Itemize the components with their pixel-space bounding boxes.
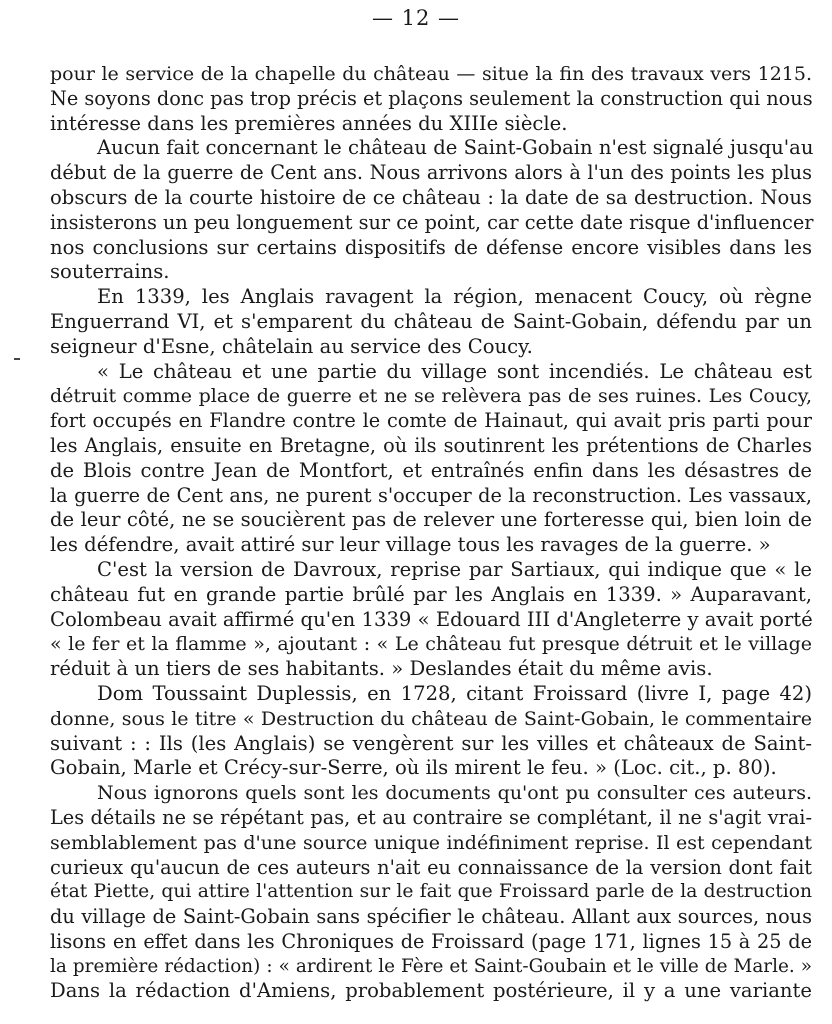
- text-line: suivant : : Ils (les Anglais) se vengèrent sur les villes et châteaux de Saint-: [50, 731, 812, 755]
- text-line: réduit à un tiers de ses habitants. » Deslandes était du même avis.: [50, 657, 713, 681]
- text-line: C'est la version de Davroux, reprise par Sartiaux, qui indique que « le: [97, 557, 812, 581]
- text-line: pour le service de la chapelle du château — situe la fin des travaux vers 1215.: [50, 63, 812, 85]
- text-line: Dans la rédaction d'Amiens, probablement postérieure, il y a une variante: [50, 979, 812, 1003]
- text-line: En 1339, les Anglais ravagent la région, menacent Coucy, où règne: [97, 285, 812, 309]
- body-text: [50, 62, 812, 1004]
- text-line: du village de Saint-Gobain sans spécifier le château. Allant aux sources, nous: [50, 905, 812, 929]
- text-line: Ne soyons donc pas trop précis et plaçons seulement la construction qui nous: [50, 86, 813, 110]
- text-line: Les détails ne se répétant pas, et au contraire se complétant, il ne s'agit vrai-: [50, 805, 812, 829]
- text-line: la guerre de Cent ans, ne purent s'occuper de la reconstruction. Les vassaux,: [50, 483, 812, 507]
- text-line: début de la guerre de Cent ans. Nous arrivons alors à l'un des points les plus: [50, 161, 812, 185]
- margin-mark: [14, 358, 20, 360]
- text-line: obscurs de la courte histoire de ce château : la date de sa destruction. Nous: [50, 185, 812, 209]
- text-line: les Anglais, ensuite en Bretagne, où ils soutinrent les prétentions de Charles: [50, 433, 812, 457]
- text-line: détruit comme place de guerre et ne se relèvera pas de ses ruines. Les Coucy,: [50, 385, 812, 408]
- page-number: — 12 —: [371, 6, 461, 30]
- text-line: les défendre, avait attiré sur leur village tous les ravages de la guerre. »: [50, 533, 771, 557]
- text-line: château fut en grande partie brûlé par les Anglais en 1339. » Auparavant,: [50, 582, 812, 606]
- text-line: insisterons un peu longuement sur ce point, car cette date risque d'influencer: [50, 210, 814, 234]
- text-line: lisons en effet dans les Chroniques de Froissard (page 171, lignes 15 à 25 de: [50, 929, 812, 953]
- text-line: nos conclusions sur certains dispositifs de défense encore visibles dans les: [50, 235, 812, 259]
- text-line: état Piette, qui attire l'attention sur le fait que Froissard parle de la destruction: [50, 881, 812, 903]
- text-line: donne, sous le titre « Destruction du château de Saint-Gobain, le commentaire: [50, 707, 812, 730]
- text-line: de Blois contre Jean de Montfort, et entraînés enfin dans les désastres de: [50, 458, 812, 482]
- text-line: semblablement pas d'une source unique indéfiniment reprise. Il est cependant: [50, 831, 812, 854]
- text-line: Colombeau avait affirmé qu'en 1339 « Edouard III d'Angleterre y avait porté: [50, 607, 813, 631]
- text-line: Nous ignorons quels sont les documents qu'ont pu consulter ces auteurs.: [97, 782, 812, 805]
- text-line: Gobain, Marle et Crécy-sur-Serre, où ils mirent le feu. » (Loc. cit., p. 80).: [50, 756, 777, 780]
- text-line: la première rédaction) : « ardirent le Fère et Saint-Goubain et le ville de Marle. »: [50, 955, 812, 977]
- text-line: souterrains.: [50, 260, 170, 284]
- text-line: curieux qu'aucun de ces auteurs n'ait eu connaissance de la version dont fait: [50, 855, 812, 879]
- text-line: Enguerrand VI, et s'emparent du château de Saint-Gobain, défendu par un: [50, 309, 812, 333]
- text-line: seigneur d'Esne, châtelain au service des Coucy.: [50, 334, 533, 358]
- text-line: « le fer et la flamme », ajoutant : « Le château fut presque détruit et le village: [50, 633, 812, 656]
- text-line: Aucun fait concernant le château de Saint-Gobain n'est signalé jusqu'au: [97, 136, 814, 160]
- text-line: de leur côté, ne se soucièrent pas de relever une forteresse qui, bien loin de: [50, 508, 812, 532]
- text-line: Dom Toussaint Duplessis, en 1728, citant Froissard (livre I, page 42): [97, 681, 812, 705]
- text-line: « Le château et une partie du village sont incendiés. Le château est: [97, 359, 812, 383]
- text-line: intéresse dans les premières années du XIIIe siècle.: [50, 111, 568, 135]
- text-line: fort occupés en Flandre contre le comte de Hainaut, qui avait pris parti pour: [50, 409, 812, 433]
